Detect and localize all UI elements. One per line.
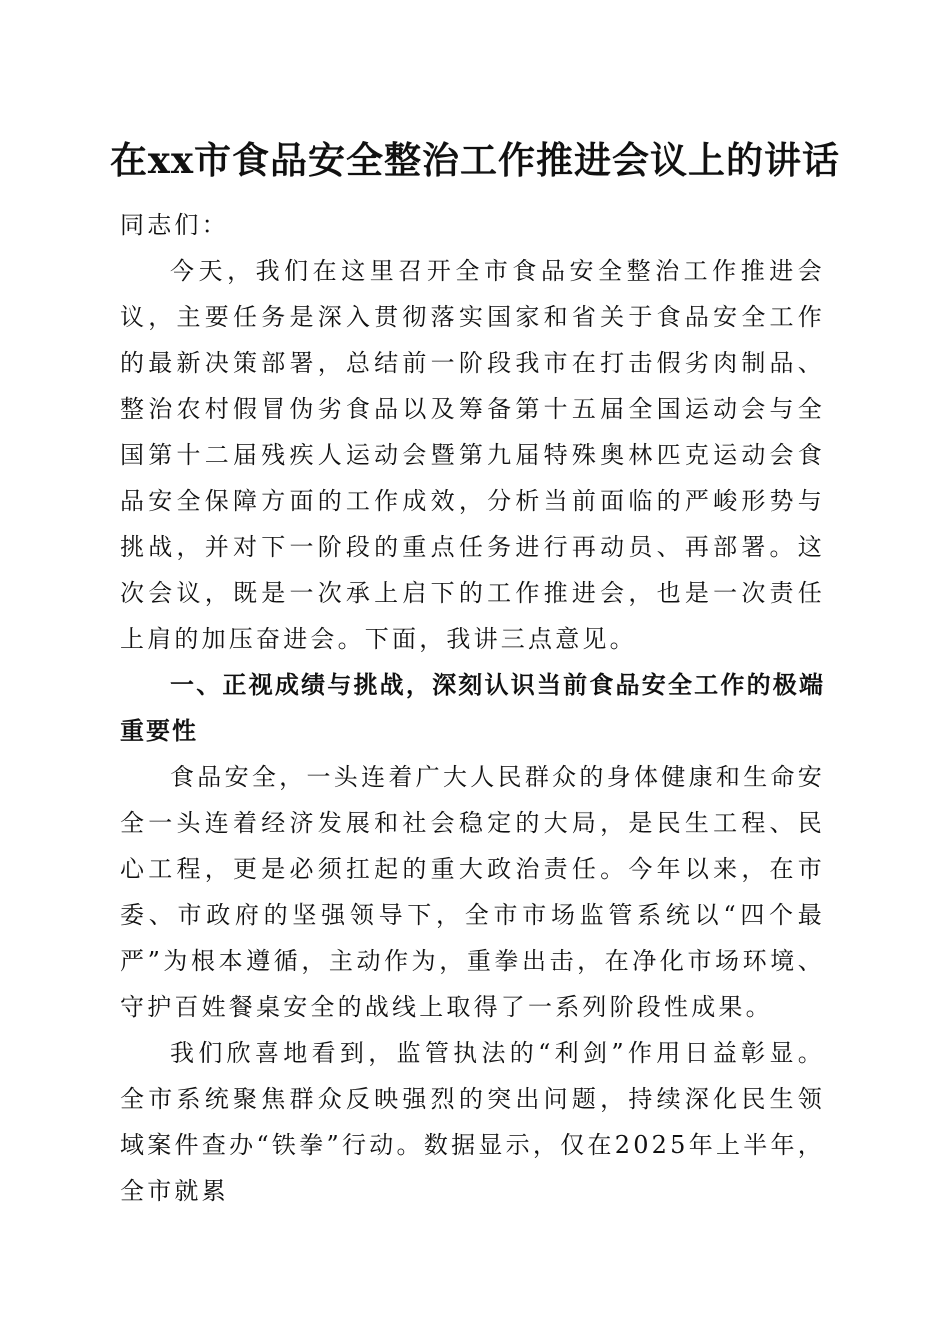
salutation: 同志们： — [120, 211, 229, 239]
intro-paragraph: 今天，我们在这里召开全市食品安全整治工作推进会议，主要任务是深入贯彻落实国家和省关于食品安全工作的最新决策部署，总结前一阶段我市在打击假劣肉制品、整治农村假冒伪劣食品以及筹备第十五届全国运动会与全国第十二届残疾人运动会暨第九届特殊奥林匹克运动会食品安全保障方面的工作成效，分析当前面临的严峻形势与挑战，并对下一阶段的重点任务进行再动员、再部署。这次会议，既是一次承上启下的工作推进会，也是一次责任上肩的加压奋进会。下面，我讲三点意见。 — [120, 257, 825, 653]
document-body — [120, 202, 825, 1214]
section-heading: 一、正视成绩与挑战，深刻认识当前食品安全工作的极端重要性 — [120, 671, 825, 745]
section-paragraph-2: 我们欣喜地看到，监管执法的“利剑”作用日益彰显。全市系统聚焦群众反映强烈的突出问题，持续深化民生领域案件查办“铁拳”行动。数据显示，仅在2025年上半年，全市就累 — [120, 1039, 825, 1205]
document-title: 在xx市食品安全整治工作推进会议上的讲话 — [109, 138, 841, 182]
section-paragraph-1: 食品安全，一头连着广大人民群众的身体健康和生命安全一头连着经济发展和社会稳定的大局，是民生工程、民心工程，更是必须扛起的重大政治责任。今年以来，在市委、市政府的坚强领导下，全市市场监管系统以“四个最严”为根本遵循，主动作为，重拳出击，在净化市场环境、守护百姓餐桌安全的战线上取得了一系列阶段性成果。 — [120, 763, 825, 1021]
